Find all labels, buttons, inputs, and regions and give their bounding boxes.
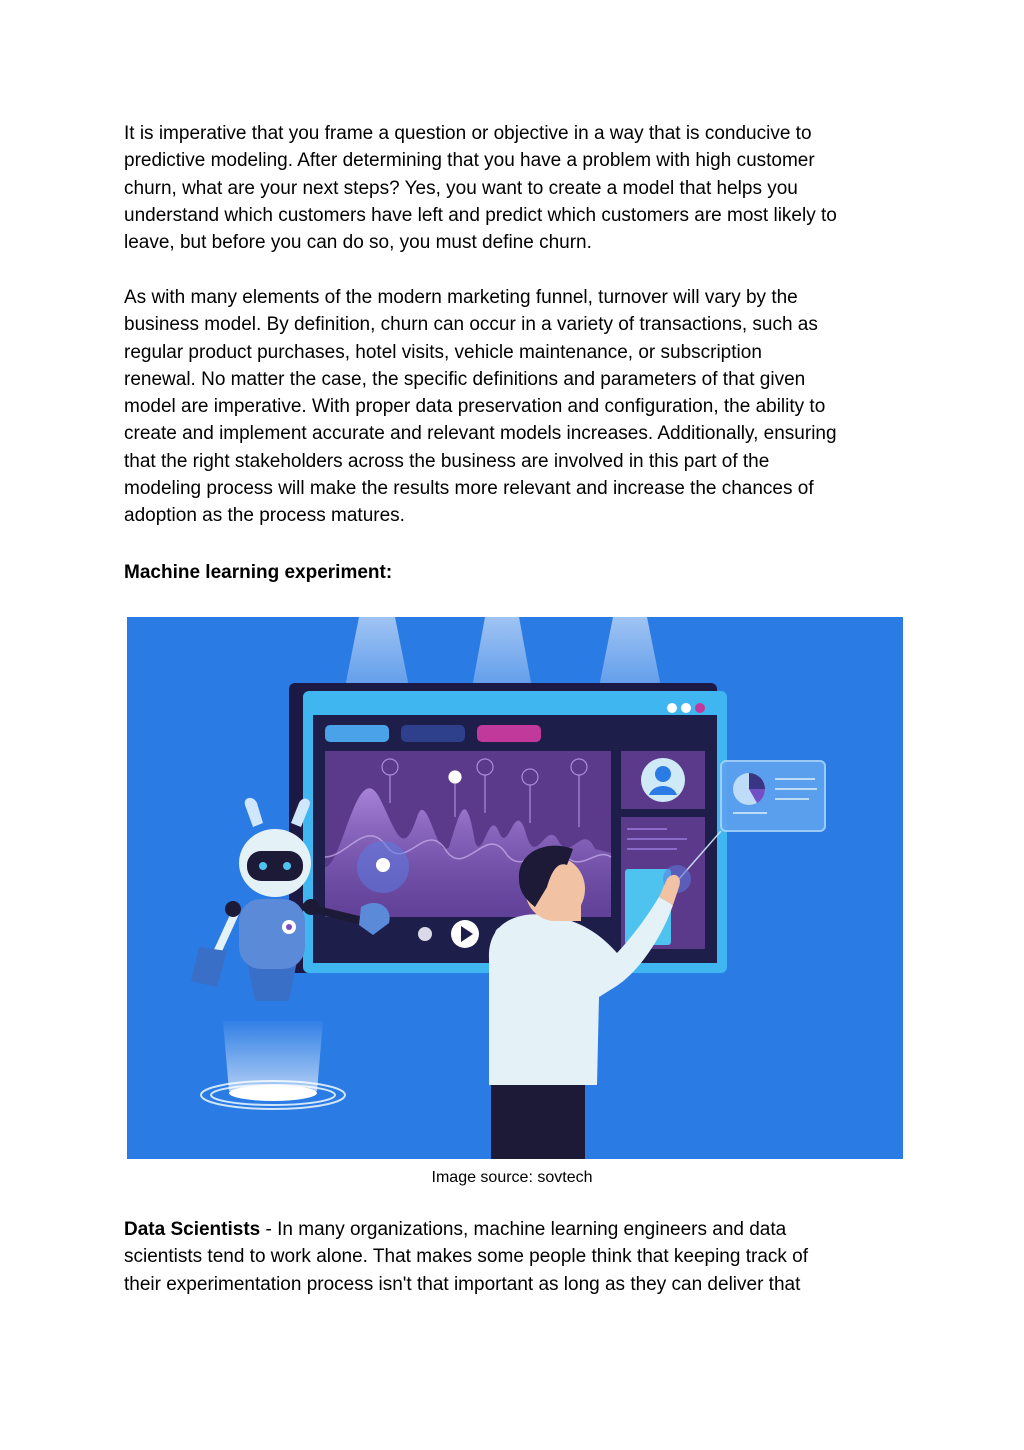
text-line: regular product purchases, hotel visits, vehicle maintenance, or subscription bbox=[124, 341, 762, 363]
text-line: adoption as the process matures. bbox=[124, 505, 405, 527]
text-line: leave, but before you can do so, you must define churn. bbox=[124, 232, 592, 254]
text-line: modeling process will make the results more relevant and increase the chances of bbox=[124, 478, 814, 500]
figure-caption: Image source: sovtech bbox=[431, 1169, 593, 1186]
screen-tab bbox=[477, 725, 541, 742]
text-run: - In many organizations, machine learning engineers and data bbox=[260, 1219, 787, 1240]
ml-experiment-illustration bbox=[127, 617, 903, 1159]
screen-tab bbox=[325, 725, 389, 742]
paragraph-churn-definition bbox=[124, 120, 837, 256]
bold-lead: Data Scientists bbox=[124, 1219, 261, 1240]
section-heading: Machine learning experiment: bbox=[124, 562, 393, 583]
close-icon bbox=[695, 703, 705, 713]
text-line: that the right stakeholders across the business are involved in this part of the bbox=[124, 450, 770, 472]
window-dot-icon bbox=[667, 703, 677, 713]
text-line: scientists tend to work alone. That makes some people think that keeping track of bbox=[124, 1246, 809, 1268]
text-line: It is imperative that you frame a question or objective in a way that is conducive to bbox=[124, 123, 812, 144]
robot-torso bbox=[239, 899, 305, 969]
text-line: predictive modeling. After determining that you have a problem with high customer bbox=[124, 150, 815, 172]
illustration-svg bbox=[127, 617, 903, 1159]
text-line: churn, what are your next steps? Yes, you want to create a model that helps you bbox=[124, 177, 798, 199]
text-line bbox=[124, 1216, 808, 1243]
text-line: their experimentation process isn't that important as long as they can deliver that bbox=[124, 1273, 801, 1295]
text-line: renewal. No matter the case, the specific definitions and parameters of that given bbox=[124, 368, 806, 390]
text-line: model are imperative. With proper data preservation and configuration, the ability to bbox=[124, 396, 826, 418]
text-line: As with many elements of the modern marketing funnel, turnover will vary by the bbox=[124, 287, 798, 308]
text-line: create and implement accurate and relevant models increases. Additionally, ensuring bbox=[124, 423, 837, 445]
screen-tab bbox=[401, 725, 465, 742]
text-line: business model. By definition, churn can occur in a variety of transactions, such as bbox=[124, 314, 818, 336]
text-line: understand which customers have left and predict which customers are most likely to bbox=[124, 204, 837, 226]
window-dot-icon bbox=[681, 703, 691, 713]
hologram-beam bbox=[223, 1021, 323, 1091]
prev-icon bbox=[418, 927, 432, 941]
paragraph-data-scientists bbox=[124, 1216, 808, 1298]
paragraph-business-model bbox=[124, 284, 837, 530]
